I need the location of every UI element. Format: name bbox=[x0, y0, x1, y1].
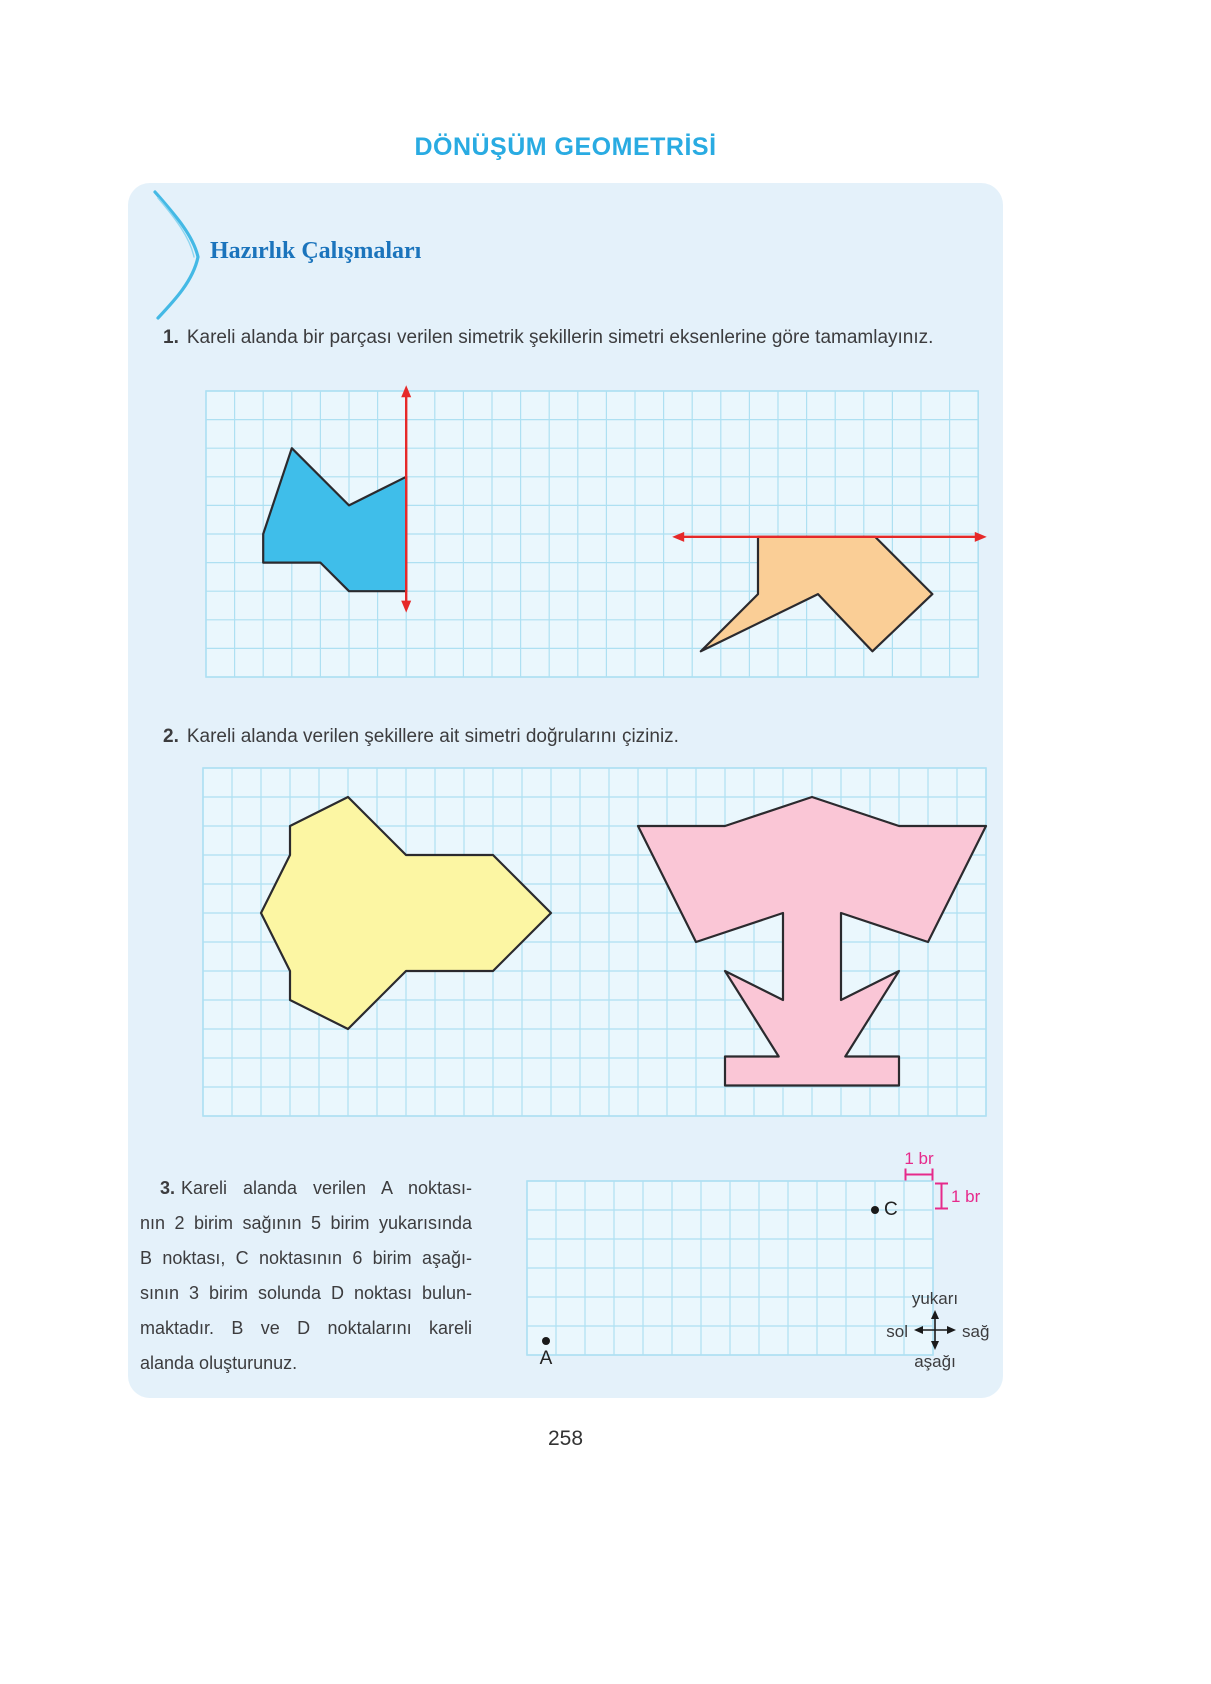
figure-symmetry-completion-grid bbox=[206, 391, 978, 677]
item3-line: sının 3 birim solunda D noktası bulun- bbox=[140, 1283, 472, 1303]
item3-line: maktadır. B ve D noktalarını kareli bbox=[140, 1318, 472, 1338]
compass-left-label: sol bbox=[886, 1322, 908, 1341]
item1-number: 1. bbox=[163, 327, 179, 348]
unit-bracket-horizontal bbox=[904, 1168, 934, 1181]
chevron-icon bbox=[138, 178, 210, 328]
unit-bracket-vertical bbox=[934, 1182, 949, 1210]
item1 bbox=[163, 327, 933, 349]
item3-line-text: Kareli alanda verilen A noktası- bbox=[181, 1178, 472, 1198]
item3-line bbox=[140, 1171, 472, 1206]
item3-number: 3. bbox=[160, 1178, 176, 1198]
compass-down-label: aşağı bbox=[914, 1352, 956, 1371]
point-c-label: C bbox=[884, 1199, 898, 1220]
item3-line: B noktası, C noktasının 6 birim aşağı- bbox=[140, 1248, 472, 1268]
unit-length-label-side: 1 br bbox=[951, 1187, 981, 1206]
compass-right-label: sağ bbox=[962, 1322, 990, 1341]
item2 bbox=[163, 726, 679, 748]
page-title: DÖNÜŞÜM GEOMETRİSİ bbox=[414, 133, 717, 161]
point-c-dot bbox=[871, 1206, 879, 1214]
direction-compass-icon bbox=[911, 1308, 959, 1354]
item2-text: Kareli alanda verilen şekillere ait simetri doğrularını çiziniz. bbox=[186, 726, 679, 747]
item1-text: Kareli alanda bir parçası verilen simetrik şekillerin simetri eksenlerine göre tamamlayınız. bbox=[186, 327, 934, 348]
item3-text-block bbox=[140, 1171, 472, 1381]
item2-number: 2. bbox=[163, 726, 179, 747]
section-heading: Hazırlık Çalışmaları bbox=[210, 238, 422, 264]
point-a-dot bbox=[542, 1337, 550, 1345]
unit-length-label-top: 1 br bbox=[904, 1149, 934, 1168]
item3-line: nın 2 birim sağının 5 birim yukarısında bbox=[140, 1213, 472, 1233]
item3-line: alanda oluşturunuz. bbox=[140, 1353, 298, 1373]
compass-up-label: yukarı bbox=[911, 1289, 959, 1308]
point-a-label: A bbox=[539, 1348, 553, 1369]
figure-symmetry-lines-grid bbox=[203, 768, 986, 1116]
page-number: 258 bbox=[547, 1427, 584, 1450]
